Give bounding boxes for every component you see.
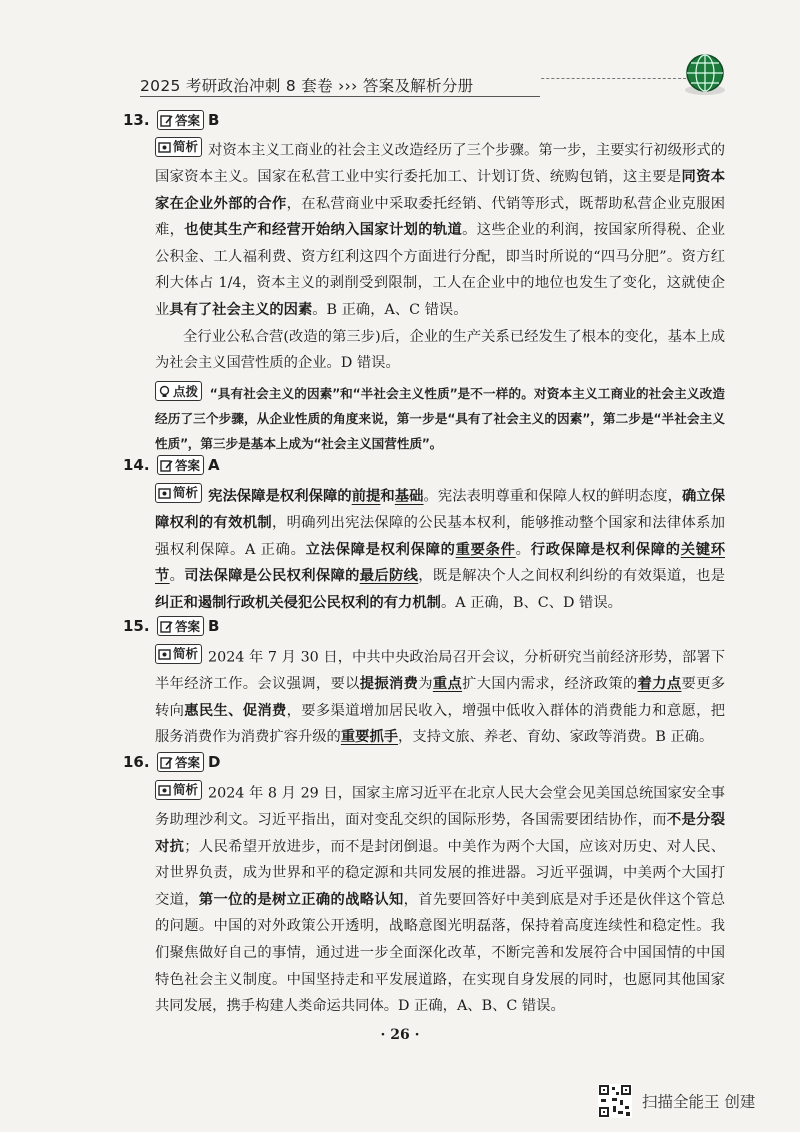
text-run: 提振消费 — [359, 676, 419, 693]
header-rule — [140, 96, 540, 97]
answer-tag — [157, 616, 204, 636]
text-run: 要更多转向 — [155, 676, 726, 719]
eye-icon — [158, 141, 171, 154]
text-run: 惠民生、促消费 — [184, 702, 287, 719]
text-run: 最后防线 — [359, 568, 419, 585]
answer-tag — [157, 455, 204, 475]
answer-letter: A — [208, 456, 220, 474]
text-run: 对资本主义工商业的社会主义改造经历了三个步骤。第一步，主要实行初级形式的国家资本主义。国家在私营工业中实行委托加工、计划订货、统购包销，这主要是 — [155, 142, 725, 186]
text-run: 司法保障是公民权利保障的 — [184, 568, 360, 585]
eye-icon — [158, 487, 171, 500]
text-run: 扩大国内需求，经济政策的 — [462, 676, 638, 693]
text-run: 。A 正确，B、C、D 错误。 — [440, 594, 622, 611]
text-run: 。 — [169, 568, 185, 585]
text-run: 为 — [418, 676, 433, 693]
text-run: 第一位的是树立正确的战略认知 — [198, 891, 404, 908]
eye-icon — [158, 784, 171, 797]
question-number: 15. — [123, 617, 150, 635]
text-run: 不是分裂对抗 — [155, 812, 725, 855]
text-run: 前提 — [351, 488, 381, 505]
answer-row — [123, 751, 725, 773]
question-14 — [123, 454, 726, 616]
question-number: 14. — [123, 456, 150, 474]
text-run: 着力点 — [637, 676, 682, 693]
text-run: 纠正和遏制行政机关侵犯公民权利的有力机制 — [155, 594, 441, 611]
analysis-tag-label: 简析 — [173, 781, 199, 797]
answer-tag — [157, 110, 204, 130]
text-run: 立法保障是权利保障的 — [305, 541, 456, 558]
tip-text: “具有社会主义的因素”和“半社会主义性质”是不一样的。对资本主义工商业的社会主义改造经历了三个步骤，从企业性质的角度来说，第一步是“具有了社会主义的因素”，第二步是“半社会主义性质”，第三步是基本上成为“社会主义国营性质”。 — [155, 385, 725, 451]
tip-paragraph — [155, 381, 725, 456]
analysis-text — [155, 650, 725, 746]
analysis-paragraph-2: 全行业公私合营(改造的第三步)后，企业的生产关系已经发生了根本的变化，基本上成为社会主义国营性质的企业。D 错误。 — [155, 328, 725, 372]
page-number: · 26 · — [380, 1027, 420, 1043]
text-run: 也使其生产和经营开始纳入国家计划的轨道 — [184, 222, 463, 239]
scanner-watermark — [598, 1084, 755, 1118]
text-run: ，要多渠道增加居民收入，增强中低收入群体的消费能力和意愿，把服务消费作为消费扩容升级的 — [155, 702, 726, 746]
analysis-tag-label: 简析 — [173, 138, 199, 154]
text-run: 和 — [380, 488, 395, 505]
analysis-tag — [155, 483, 202, 503]
question-number: 16. — [123, 753, 150, 771]
analysis-text — [155, 786, 725, 1015]
question-13 — [123, 109, 726, 456]
analysis-text — [155, 143, 725, 319]
answer-row — [123, 109, 725, 131]
text-run: 具有了社会主义的因素 — [169, 302, 313, 319]
analysis-paragraph — [155, 780, 725, 1020]
text-run: ，既是解决个人之间权利纠纷的有效渠道，也是 — [418, 568, 726, 585]
analysis-paragraph — [155, 644, 725, 751]
text-run: 确立保障权利的有效机制 — [155, 488, 726, 532]
text-run: ，明确列出宪法保障的公民基本权利，能够推动整个国家和法律体系加强权利保障。A 正确。 — [155, 515, 726, 558]
qr-code-icon — [598, 1084, 632, 1118]
text-run: 重要抓手 — [340, 729, 399, 746]
analysis-tag — [155, 137, 202, 157]
analysis-tag — [155, 780, 202, 800]
text-run: 2024 年 8 月 29 日，国家主席习近平在北京人民大会堂会见美国总统国家安全事务助理沙利文。习近平指出，面对变乱交织的国际形势，各国需要团结协作，而 — [155, 785, 725, 829]
text-run: 宪法保障是权利保障的 — [208, 488, 352, 505]
lightbulb-icon — [158, 385, 171, 398]
text-run: 。宪法表明尊重和保障人权的鲜明态度， — [423, 488, 683, 505]
answer-tag-label: 答案 — [175, 619, 201, 634]
text-run: 关键环节 — [155, 541, 726, 585]
analysis-tag-label: 简析 — [173, 645, 199, 661]
text-run: ，支持文旅、养老、育幼、家政等消费。B 正确。 — [398, 729, 714, 746]
text-run: 重要条件 — [455, 541, 516, 558]
text-run: 。B 正确，A、C 错误。 — [312, 302, 468, 319]
text-run: 行政保障是权利保障的 — [530, 541, 681, 558]
question-16 — [123, 751, 726, 1020]
question-number: 13. — [123, 111, 150, 129]
text-run: 2024 年 7 月 30 日，中共中央政治局召开会议，分析研究当前经济形势，部署下半年经济工作。会议强调，要以 — [155, 649, 725, 693]
answer-row — [123, 615, 725, 637]
answer-row — [123, 454, 725, 476]
pen-icon — [160, 756, 173, 769]
watermark-text: 扫描全能王 创建 — [642, 1093, 756, 1111]
header-title: 2025 考研政治冲刺 8 套卷 ››› 答案及解析分册 — [140, 77, 474, 95]
answer-letter: B — [208, 111, 220, 129]
text-run: ，在私营商业中采取委托经销、代销等形式，既帮助私营企业克服困难， — [155, 195, 726, 239]
text-run: ，首先要回答好中美到底是对手还是伙伴这个管总的问题。中国的对外政策公开透明，战略意图光明磊落，保持着高度连续性和稳定性。我们聚焦做好自己的事情，通过进一步全面深化改革，不断完善和发展符合中国国情的中国特色社会主义制度。中国坚持走和平发展道路，在实现自身发展的同时，也愿同其他国家共同发展，携手构建人类命运共同体。D 正确，A、B、C 错误。 — [155, 891, 726, 1015]
text-run: 。这些企业的利润，按国家所得税、企业公积金、工人福利费、资方红利这四个方面进行分配，即当时所说的“四马分肥”。资方红利大体占 1/4，资本主义的剥削受到限制，工人在企业中的地位也发生了变化，这就使企业 — [155, 222, 726, 319]
text-run: 。 — [515, 541, 531, 558]
text-run: 同资本家在企业外部的合作 — [155, 169, 725, 212]
text-run: ；人民希望开放进步，而不是封闭倒退。中美作为两个大国，应该对历史、对人民、对世界负责，成为世界和平的稳定源和共同发展的推进器。习近平强调，中美两个大国打交道， — [155, 838, 725, 908]
answer-letter: D — [208, 753, 221, 771]
pen-icon — [160, 620, 173, 633]
analysis-paragraph — [155, 137, 725, 324]
analysis-tag-label: 简析 — [173, 484, 199, 500]
analysis-paragraph — [155, 483, 725, 616]
answer-tag-label: 答案 — [175, 755, 201, 770]
pen-icon — [160, 459, 173, 472]
answer-letter: B — [208, 617, 220, 635]
tip-tag — [155, 381, 202, 401]
tip-tag-label: 点拨 — [173, 383, 199, 399]
pen-icon — [160, 114, 173, 127]
header-dashed-rule — [531, 78, 692, 97]
text-run: 基础 — [394, 488, 424, 505]
eye-icon — [158, 648, 171, 661]
analysis-tag — [155, 644, 202, 664]
answer-tag-label: 答案 — [175, 458, 201, 473]
text-run: 重点 — [432, 676, 463, 693]
globe-logo-icon — [682, 52, 728, 98]
answer-tag-label: 答案 — [175, 113, 201, 128]
answer-tag — [157, 752, 204, 772]
question-15 — [123, 615, 726, 751]
analysis-text — [155, 489, 725, 611]
